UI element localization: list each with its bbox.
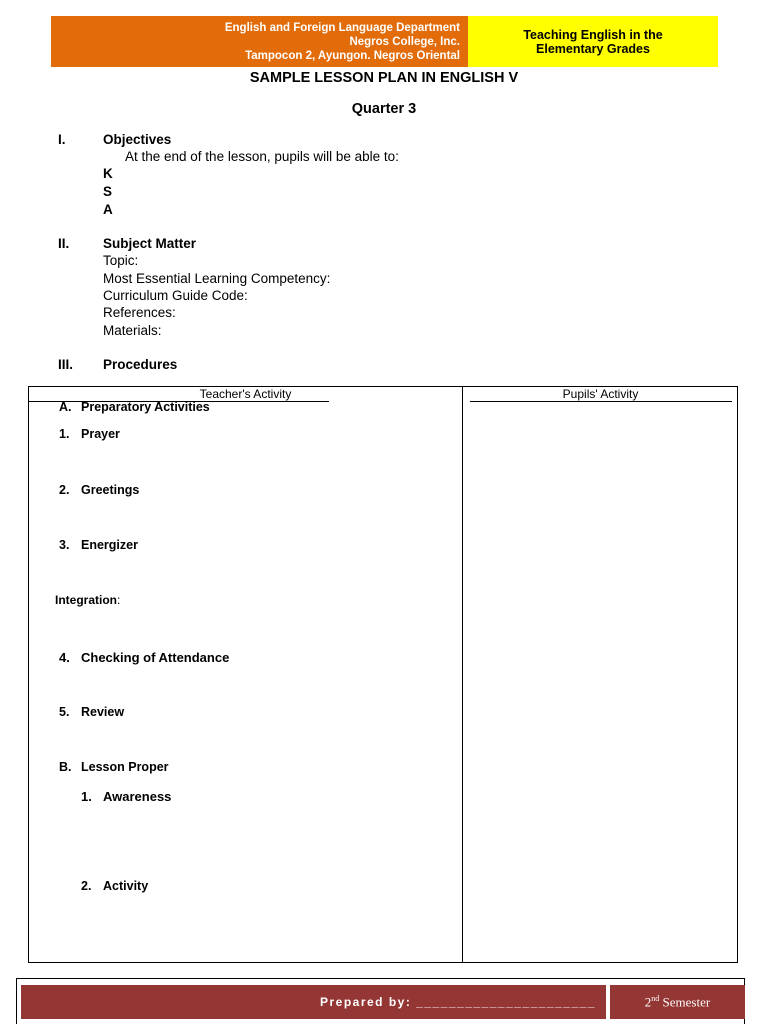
references-label: References: <box>103 305 176 320</box>
row-label: Checking of Attendance <box>81 650 230 665</box>
row-energizer <box>59 538 138 552</box>
objective-k: K <box>103 166 113 181</box>
course-title-line2: Elementary Grades <box>536 41 650 56</box>
objective-a: A <box>103 202 113 217</box>
college-address: Tampocon 2, Ayungon. Negros Oriental <box>245 49 460 62</box>
row-number: B. <box>59 760 72 774</box>
department-name: English and Foreign Language Department <box>224 21 460 34</box>
course-block <box>468 16 718 67</box>
quarter-title: Quarter 3 <box>351 101 417 117</box>
row-number: 1. <box>59 427 70 441</box>
materials-label: Materials: <box>103 323 162 338</box>
document-header <box>51 16 718 67</box>
row-label: Lesson Proper <box>81 760 169 774</box>
subject-matter-heading: Subject Matter <box>103 236 197 251</box>
subject-matter-numeral: II. <box>58 236 70 251</box>
procedures-numeral: III. <box>58 357 74 372</box>
row-label: Awareness <box>103 789 172 804</box>
course-title-line1: Teaching English in the <box>523 27 663 42</box>
prepared-by-label: Prepared by: ______________________ <box>319 995 596 1009</box>
row-number: 4. <box>59 650 70 665</box>
row-number: 1. <box>81 789 92 804</box>
row-integration <box>55 593 120 607</box>
pupils-header-underline <box>470 401 732 402</box>
row-number: 3. <box>59 538 70 552</box>
cg-code-label: Curriculum Guide Code: <box>103 288 248 303</box>
department-block <box>51 16 468 67</box>
prepared-by-bar <box>21 985 606 1019</box>
teacher-activity-header: Teacher's Activity <box>199 387 292 401</box>
integration-colon: : <box>117 593 121 607</box>
pupils-activity-header: Pupils' Activity <box>562 387 639 401</box>
row-number: 2. <box>59 483 70 497</box>
row-number: A. <box>59 400 72 414</box>
semester-number: 2 <box>644 994 652 1010</box>
row-preparatory-activities <box>59 400 210 414</box>
row-label: Integration <box>55 593 117 607</box>
row-label: Activity <box>103 879 149 893</box>
objectives-heading: Objectives <box>103 132 172 147</box>
row-lesson-proper <box>59 760 169 774</box>
row-label: Review <box>81 705 125 719</box>
row-label: Energizer <box>81 538 138 552</box>
row-label: Prayer <box>81 427 120 441</box>
row-label: Greetings <box>81 483 140 497</box>
melc-label: Most Essential Learning Competency: <box>103 271 331 286</box>
objectives-intro: At the end of the lesson, pupils will be able to: <box>125 149 399 164</box>
semester-ordinal: nd <box>651 993 660 1003</box>
procedures-heading: Procedures <box>103 357 178 372</box>
column-divider <box>462 387 463 962</box>
row-checking-attendance <box>59 650 229 665</box>
college-name: Negros College, Inc. <box>349 35 460 48</box>
row-awareness <box>81 789 171 804</box>
row-greetings <box>59 483 139 497</box>
row-review <box>59 705 124 719</box>
row-label: Preparatory Activities <box>81 400 210 414</box>
row-activity <box>81 879 148 893</box>
objectives-numeral: I. <box>58 132 66 147</box>
semester-word: Semester <box>659 994 711 1010</box>
procedures-table <box>28 386 738 963</box>
topic-label: Topic: <box>103 253 139 268</box>
row-number: 5. <box>59 705 70 719</box>
semester-label <box>645 994 710 1010</box>
document-title: SAMPLE LESSON PLAN IN ENGLISH V <box>249 70 519 86</box>
objective-s: S <box>103 184 113 199</box>
semester-bar <box>610 985 745 1019</box>
row-number: 2. <box>81 879 92 893</box>
row-prayer <box>59 427 120 441</box>
